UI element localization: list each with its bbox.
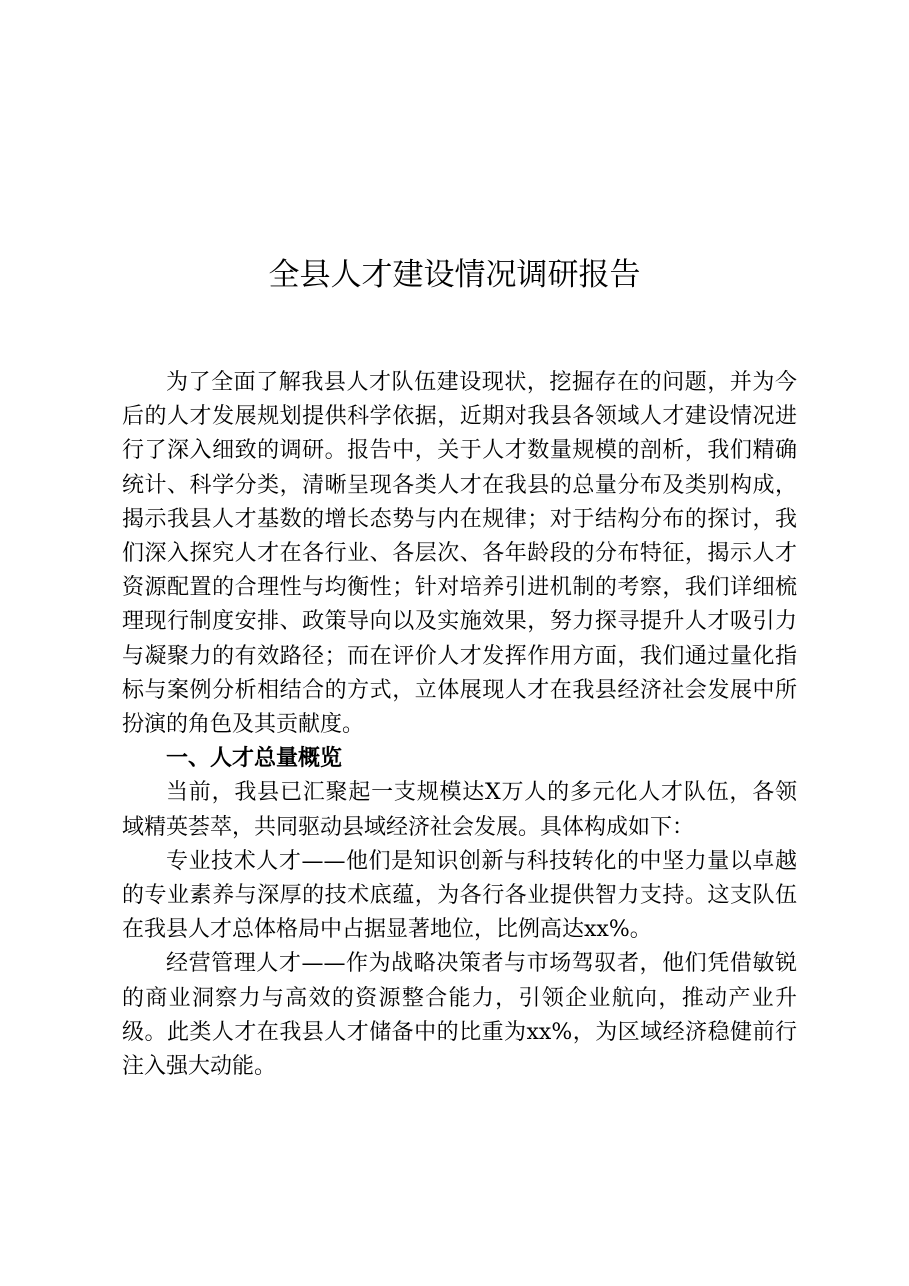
document-body bbox=[122, 366, 797, 1084]
section-paragraph-overview: 当前，我县已汇聚起一支规模达X万人的多元化人才队伍，各领域精英荟萃，共同驱动县域经济社会发展。具体构成如下： bbox=[122, 780, 797, 840]
section-paragraph-technical-talent: 专业技术人才——他们是知识创新与科技转化的中坚力量以卓越的专业素养与深厚的技术底蕴，为各行各业提供智力支持。这支队伍在我县人才总体格局中占据显著地位，比例高达xx%。 bbox=[122, 848, 797, 943]
document-title: 全县人才建设情况调研报告 bbox=[268, 257, 641, 293]
section-paragraph-management-talent: 经营管理人才——作为战略决策者与市场驾驭者，他们凭借敏锐的商业洞察力与高效的资源整合能力，引领企业航向，推动产业升级。此类人才在我县人才储备中的比重为xx%，为区域经济稳健前行注入强大动能。 bbox=[122, 951, 797, 1080]
section-heading: 一、人才总量概览 bbox=[166, 746, 343, 772]
intro-paragraph: 为了全面了解我县人才队伍建设现状，挖掘存在的问题，并为今后的人才发展规划提供科学依据，近期对我县各领域人才建设情况进行了深入细致的调研。报告中，关于人才数量规模的剖析，我们精确统计、科学分类，清晰呈现各类人才在我县的总量分布及类别构成，揭示我县人才基数的增长态势与内在规律；对于结构分布的探讨，我们深入探究人才在各行业、各层次、各年龄段的分布特征，揭示人才资源配置的合理性与均衡性；针对培养引进机制的考察，我们详细梳理现行制度安排、政策导向以及实施效果，努力探寻提升人才吸引力与凝聚力的有效路径；而在评价人才发挥作用方面，我们通过量化指标与案例分析相结合的方式，立体展现人才在我县经济社会发展中所扮演的角色及其贡献度。 bbox=[122, 370, 797, 738]
